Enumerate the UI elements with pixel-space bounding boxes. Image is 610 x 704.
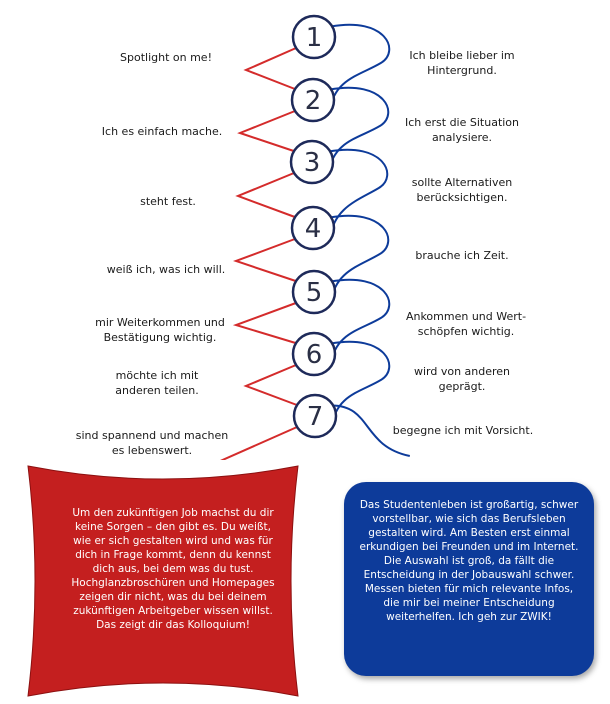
right-statement-5-line: Ankommen und Wert- xyxy=(405,310,527,323)
right-statement-5 xyxy=(406,309,526,339)
right-statement-7 xyxy=(393,423,533,438)
left-statement-3 xyxy=(140,194,196,209)
left-statement-3-line: steht fest. xyxy=(140,195,196,208)
left-statement-7-line: sind spannend und machen xyxy=(75,429,229,442)
red-panel-text: Um den zukünftigen Job machst du dir keine Sorgen – den gibt es. Du weißt, wie er sich gestalten wird und was für dich in Frage kommt, denn du kennst dich aus, bei dem was du tust. Hochglanzbroschüren und Homepages zeigen dir nicht, was du bei deinem zukünftigen Arbeitgeber wissen willst. Das zeigt dir das Kolloquium! xyxy=(71,507,275,631)
red-info-panel xyxy=(22,462,304,700)
left-statement-2 xyxy=(102,124,222,139)
left-statement-5-line: mir Weiterkommen und xyxy=(95,316,225,329)
right-statement-6-line: geprägt. xyxy=(438,380,486,393)
step-number: 7 xyxy=(306,402,324,432)
red-segment xyxy=(240,111,296,152)
step-number: 1 xyxy=(305,23,323,53)
left-statement-5-line: Bestätigung wichtig. xyxy=(103,331,217,344)
step-2-circle xyxy=(292,79,334,121)
step-number: 6 xyxy=(305,340,323,370)
right-statement-2-line: analysiere. xyxy=(431,131,493,144)
step-1-circle xyxy=(293,16,335,58)
left-statement-6 xyxy=(115,368,198,398)
blue-zigzag-path xyxy=(329,25,410,456)
right-statement-2-line: Ich erst die Situation xyxy=(404,116,520,129)
blue-panel-text: Das Studentenleben ist großartig, schwer vorstellbar, wie sich das Berufsleben gestalten wird. Am Besten erst einmal erkundigen bei Freunden und im Internet. Die Auswahl ist groß, da fällt die Entscheidung in der Jobauswahl schwer. Messen bieten für mich relevante Infos, die mir bei meiner Entscheidung weiterhelfen. Ich geh zur ZWIK! xyxy=(359,499,579,623)
step-circles xyxy=(291,16,336,437)
left-statement-1-line: Spotlight on me! xyxy=(120,51,212,64)
step-7-circle xyxy=(294,395,336,437)
left-statement-4 xyxy=(107,262,226,277)
left-statement-7-line: es lebenswert. xyxy=(111,444,193,457)
right-statement-1-line: Ich bleibe lieber im xyxy=(409,49,515,62)
right-statement-2 xyxy=(405,115,519,145)
left-statement-4-line: weiß ich, was ich will. xyxy=(106,263,226,276)
left-statement-7 xyxy=(76,428,229,458)
right-statement-5-line: schöpfen wichtig. xyxy=(417,325,515,338)
right-statement-6-line: wird von anderen xyxy=(413,365,511,378)
right-statement-7-line: begegne ich mit Vorsicht. xyxy=(392,424,534,437)
right-statement-3 xyxy=(412,175,512,205)
left-statement-6-line: möchte ich mit xyxy=(115,369,199,382)
step-number: 2 xyxy=(304,86,322,116)
right-statement-3-line: berücksichtigen. xyxy=(416,191,508,204)
step-3-circle xyxy=(291,141,333,183)
right-statement-4-line: brauche ich Zeit. xyxy=(415,249,509,262)
blue-info-panel xyxy=(344,482,594,676)
red-segment xyxy=(246,365,298,406)
step-6-circle xyxy=(293,333,335,375)
left-statement-5 xyxy=(95,315,225,345)
right-statement-1-line: Hintergrund. xyxy=(427,64,497,77)
right-statement-4 xyxy=(415,248,508,263)
blue-segment xyxy=(331,342,389,427)
red-segment xyxy=(238,173,296,218)
step-4-circle xyxy=(292,207,334,249)
blue-segment xyxy=(330,216,388,303)
red-zigzag-path xyxy=(218,48,298,461)
blue-segment xyxy=(329,150,387,239)
left-statement-1 xyxy=(120,50,212,65)
red-segment xyxy=(218,427,298,461)
right-statement-1 xyxy=(409,48,514,78)
red-segment xyxy=(236,303,297,344)
right-statement-3-line: sollte Alternativen xyxy=(411,176,513,189)
step-number: 3 xyxy=(303,148,321,178)
red-segment xyxy=(236,239,297,282)
blue-segment xyxy=(331,280,389,365)
red-segment xyxy=(246,48,297,90)
step-5-circle xyxy=(293,271,335,313)
step-number: 4 xyxy=(304,214,322,244)
step-number: 5 xyxy=(305,278,323,308)
left-statement-2-line: Ich es einfach mache. xyxy=(101,125,223,138)
left-statement-6-line: anderen teilen. xyxy=(115,384,199,397)
right-statement-6 xyxy=(414,364,510,394)
